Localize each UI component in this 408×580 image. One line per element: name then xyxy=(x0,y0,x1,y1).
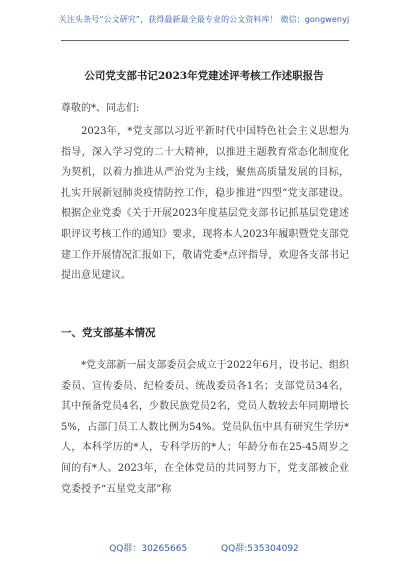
intro-paragraph: 2023年，*党支部以习近平新时代中国特色社会主义思想为指导，深入学习党的二十大精神，以推进主题教育常态化制度化为契机，以着力推进从严治党为主线，聚焦高质量发展的目标，扎实开展新冠肺炎疫情防控工作，稳步推进“四型”党支部建设。根据企业党委《关于开展2023年度基层党支部书记抓基层党建述职评议考核工作的通知》要求，现将本人2023年履职暨党支部党建工作开展情况汇报如下，敬请党委*点评指导，欢迎各支部书记提出意见建议。 xyxy=(61,126,349,282)
section-heading: 一、党支部基本情况 xyxy=(61,327,156,339)
basic-info-paragraph: *党支部新一届支部委员会成立于2022年6月，设书记、组织委员、宣传委员、纪检委员、统战委员各1名；支部党员34名，其中预备党员4名，少数民族党员2名，党员人数较去年同期增长5%，占部门员工人数比例为54%。党员队伍中具有研究生学历*人，本科学历的*人，专科学历的*人；年龄分布在25-45周岁之间的有*人。2023年，在全体党员的共同努力下，党支部被企业党委授予“五星党支部”称 xyxy=(61,360,349,495)
footer xyxy=(0,541,408,554)
header-divider xyxy=(61,40,349,41)
footer-qq-group-2: QQ群:535304092 xyxy=(221,544,299,554)
header-banner: 关注头条号“公文研究”，获得最新最全最专业的公文资料库！ 微信：gongwenyj xyxy=(58,15,350,24)
salutation: 尊敬的*、同志们: xyxy=(61,103,140,114)
document-title: 公司党支部书记2023年党建述评考核工作述职报告 xyxy=(84,70,324,82)
footer-qq-group-1: QQ群：30265665 xyxy=(109,544,188,554)
